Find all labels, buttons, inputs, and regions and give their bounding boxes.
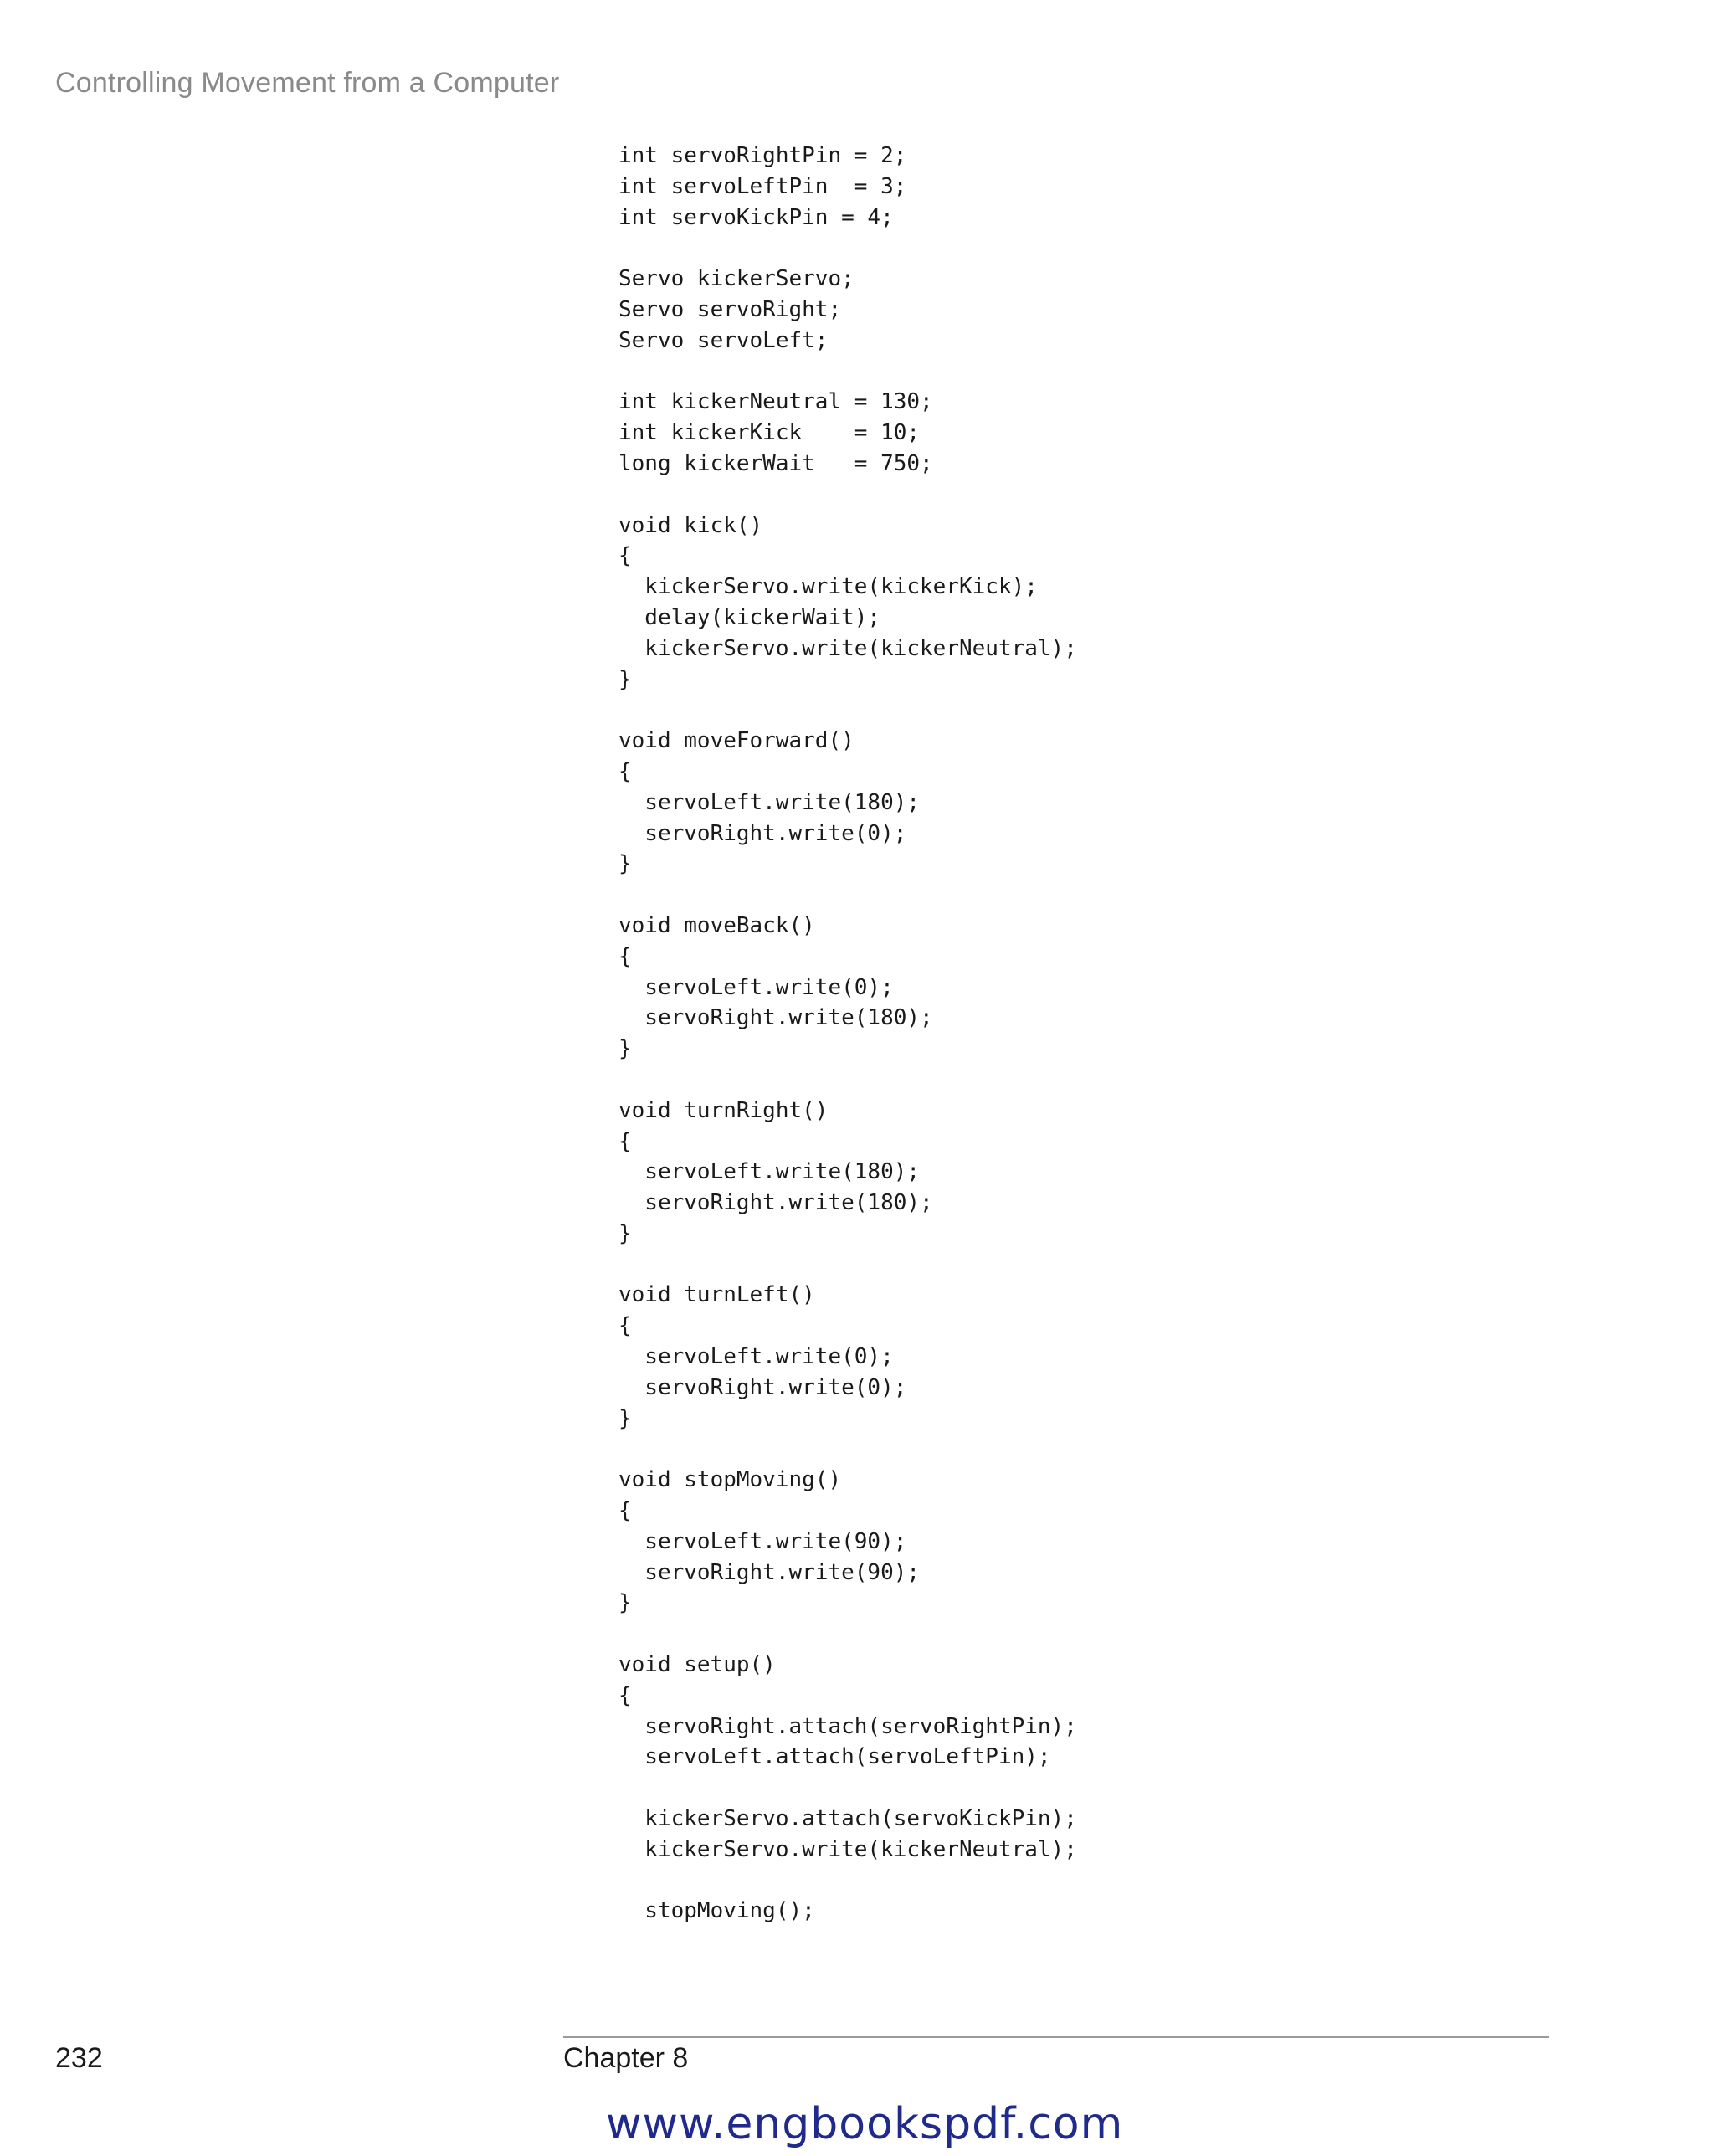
code-line: long kickerWait = 750; bbox=[618, 450, 933, 476]
code-line: int servoRightPin = 2; bbox=[618, 143, 907, 168]
code-line: { bbox=[618, 1128, 632, 1154]
code-line: } bbox=[618, 1590, 632, 1616]
code-line: void setup() bbox=[618, 1652, 776, 1678]
code-line: { bbox=[618, 758, 632, 784]
code-line: { bbox=[618, 543, 632, 569]
code-line bbox=[618, 880, 1077, 911]
code-line: servoRight.write(180); bbox=[618, 1190, 933, 1216]
footer-divider bbox=[563, 2036, 1549, 2038]
code-line: servoLeft.write(90); bbox=[618, 1528, 907, 1554]
code-line: Servo servoLeft; bbox=[618, 327, 829, 353]
code-line: stopMoving(); bbox=[618, 1898, 815, 1924]
page-number: 232 bbox=[55, 2042, 103, 2074]
code-line bbox=[618, 1619, 1077, 1650]
code-line: servoRight.write(90); bbox=[618, 1559, 921, 1585]
code-line: void stopMoving() bbox=[618, 1467, 842, 1493]
code-line: servoLeft.write(0); bbox=[618, 1344, 894, 1370]
code-line: servoLeft.write(0); bbox=[618, 974, 894, 1000]
code-line: int kickerNeutral = 130; bbox=[618, 389, 933, 415]
code-line: void moveForward() bbox=[618, 728, 854, 754]
code-line bbox=[618, 1434, 1077, 1465]
code-line: Servo servoRight; bbox=[618, 296, 842, 322]
code-line: void turnRight() bbox=[618, 1097, 829, 1123]
code-line: { bbox=[618, 943, 632, 969]
code-line: void turnLeft() bbox=[618, 1282, 815, 1308]
code-line: delay(kickerWait); bbox=[618, 604, 881, 630]
running-head-title: Controlling Movement from a Computer bbox=[55, 67, 560, 99]
code-line: { bbox=[618, 1498, 632, 1524]
code-line: int servoLeftPin = 3; bbox=[618, 173, 907, 199]
code-line: kickerServo.write(kickerNeutral); bbox=[618, 635, 1077, 661]
code-listing bbox=[618, 141, 1077, 1927]
code-line: } bbox=[618, 851, 632, 877]
code-line bbox=[618, 695, 1077, 726]
watermark-url: www.engbookspdf.com bbox=[606, 2099, 1124, 2149]
code-line: } bbox=[618, 666, 632, 692]
code-line: } bbox=[618, 1036, 632, 1062]
code-line: Servo kickerServo; bbox=[618, 266, 854, 292]
code-line: servoRight.write(180); bbox=[618, 1005, 933, 1031]
code-line bbox=[618, 357, 1077, 388]
code-line bbox=[618, 1866, 1077, 1897]
code-line: int kickerKick = 10; bbox=[618, 420, 921, 446]
code-line bbox=[618, 1065, 1077, 1096]
code-line bbox=[618, 480, 1077, 511]
code-line: kickerServo.write(kickerNeutral); bbox=[618, 1836, 1077, 1862]
code-line bbox=[618, 233, 1077, 264]
code-line: { bbox=[618, 1682, 632, 1708]
code-line: servoRight.write(0); bbox=[618, 1374, 907, 1400]
code-line: servoLeft.write(180); bbox=[618, 789, 921, 815]
code-line: servoRight.attach(servoRightPin); bbox=[618, 1713, 1077, 1739]
code-line: { bbox=[618, 1313, 632, 1339]
code-line: kickerServo.write(kickerKick); bbox=[618, 574, 1038, 600]
code-line: servoLeft.attach(servoLeftPin); bbox=[618, 1744, 1051, 1770]
code-line: void kick() bbox=[618, 512, 763, 538]
code-line bbox=[618, 1250, 1077, 1281]
code-line: servoRight.write(0); bbox=[618, 820, 907, 846]
code-line: servoLeft.write(180); bbox=[618, 1159, 921, 1185]
code-line: } bbox=[618, 1220, 632, 1246]
code-line: } bbox=[618, 1405, 632, 1431]
code-line: kickerServo.attach(servoKickPin); bbox=[618, 1806, 1077, 1832]
code-line: void moveBack() bbox=[618, 912, 815, 938]
code-line: int servoKickPin = 4; bbox=[618, 204, 894, 230]
chapter-label: Chapter 8 bbox=[563, 2042, 689, 2074]
code-line bbox=[618, 1773, 1077, 1804]
